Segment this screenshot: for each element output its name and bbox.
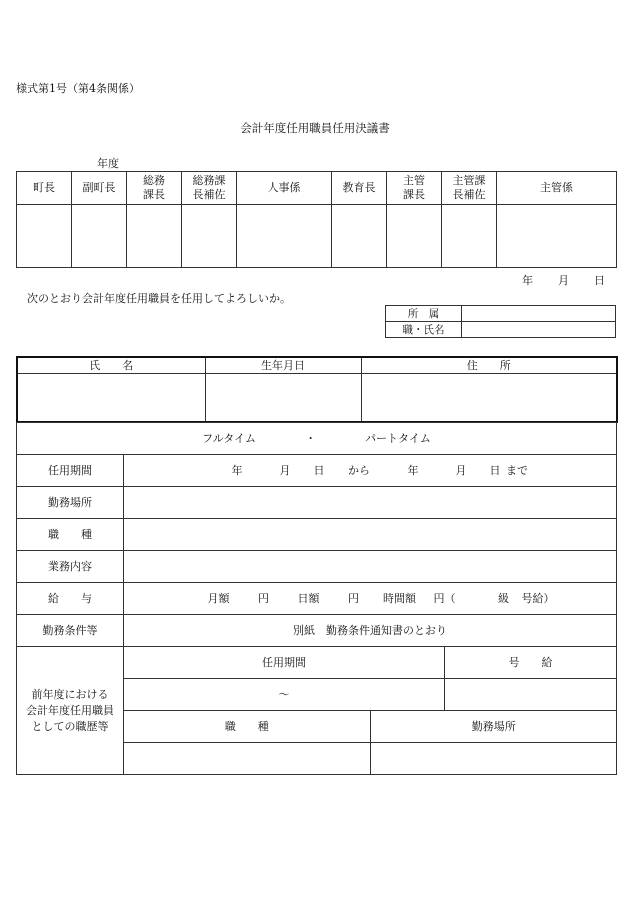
period-year2: 年: [407, 463, 419, 477]
stamp-box[interactable]: [387, 205, 442, 268]
department-label: 所 属: [386, 306, 462, 322]
approval-stamp-table: [16, 171, 617, 268]
date-line: [522, 272, 605, 288]
salary-step-label: 号給）: [521, 591, 555, 605]
name-field[interactable]: [17, 374, 205, 423]
salary-grade-label: 級: [498, 591, 509, 605]
salary-yen: 円: [348, 591, 359, 605]
period-label: 任用期間: [17, 455, 124, 487]
affiliation-table: [385, 305, 616, 338]
history-period-field[interactable]: [124, 679, 445, 711]
position-name-label: 職・氏名: [386, 322, 462, 338]
stamp-box[interactable]: [442, 205, 497, 268]
previous-history-label-line: としての職歴等: [31, 719, 109, 733]
period-month: 月: [279, 463, 291, 477]
salary-yen-open: 円（: [433, 591, 456, 605]
document-title: 会計年度任用職員任用決議書: [240, 121, 390, 135]
date-year: 年: [522, 274, 533, 287]
stamp-box[interactable]: [127, 205, 182, 268]
approval-header-mayor: 町長: [17, 172, 72, 205]
stamp-box[interactable]: [332, 205, 387, 268]
period-year: 年: [231, 463, 243, 477]
period-day: 日: [313, 463, 325, 477]
stamp-box[interactable]: [237, 205, 332, 268]
employment-type-full-time[interactable]: フルタイム: [202, 431, 257, 445]
duties-label: 業務内容: [17, 551, 124, 583]
conditions-label: 勤務条件等: [17, 615, 124, 647]
request-text: 次のとおり会計年度任用職員を任用してよろしいか。: [27, 292, 291, 305]
history-step-label: 号 給: [445, 647, 617, 679]
duties-field[interactable]: [124, 551, 617, 583]
fiscal-year-label: 年度: [97, 157, 119, 170]
period-field[interactable]: [124, 455, 617, 487]
previous-history-label: [17, 647, 124, 775]
form-number: 様式第1号（第4条関係）: [16, 82, 140, 95]
history-workplace-label: 勤務場所: [471, 719, 516, 733]
job-type-field[interactable]: [124, 519, 617, 551]
workplace-field[interactable]: [124, 487, 617, 519]
period-to: まで: [506, 463, 528, 477]
history-workplace-field[interactable]: [370, 743, 617, 774]
date-day: 日: [594, 274, 605, 287]
stamp-box[interactable]: [72, 205, 127, 268]
job-type-label: 職 種: [17, 519, 124, 551]
approval-header-deputy-mayor: 副町長: [72, 172, 127, 205]
history-subfield-table: [124, 743, 617, 774]
birthdate-field[interactable]: [205, 374, 361, 423]
birthdate-label: 生年月日: [205, 357, 361, 374]
previous-history-label-line: 会計年度任用職員: [26, 703, 114, 717]
salary-daily-label: 日額: [297, 591, 320, 605]
salary-field[interactable]: [124, 583, 617, 615]
previous-history-label-line: 前年度における: [31, 687, 109, 701]
name-label: 氏 名: [17, 357, 205, 374]
employment-type-row: [17, 423, 617, 455]
stamp-box[interactable]: [182, 205, 237, 268]
approval-header-dept-chief: 主管 課長: [387, 172, 442, 205]
address-field[interactable]: [361, 374, 617, 423]
conditions-value: 別紙 勤務条件通知書のとおり: [124, 615, 617, 647]
person-info-table: [16, 356, 618, 423]
approval-header-general-affairs-chief: 総務 課長: [127, 172, 182, 205]
approval-header-dept-assistant: 主管課 長補佐: [442, 172, 497, 205]
employment-type-separator: ・: [305, 431, 317, 445]
salary-label: 給 与: [17, 583, 124, 615]
workplace-label: 勤務場所: [17, 487, 124, 519]
period-month2: 月: [455, 463, 467, 477]
stamp-box[interactable]: [17, 205, 72, 268]
date-month: 月: [558, 274, 569, 287]
history-job-type-label: 職 種: [124, 711, 370, 742]
address-label: 住 所: [361, 357, 617, 374]
approval-header-education-chief: 教育長: [332, 172, 387, 205]
history-subheader-table: [124, 711, 617, 742]
approval-header-general-affairs-assistant: 総務課 長補佐: [182, 172, 237, 205]
salary-hourly-label: 時間額: [383, 591, 416, 605]
employment-details-table: [16, 422, 617, 775]
period-day2: 日: [489, 463, 501, 477]
salary-yen: 円: [258, 591, 269, 605]
history-period-label: 任用期間: [124, 647, 445, 679]
history-job-type-field[interactable]: [124, 743, 370, 774]
history-step-field[interactable]: [445, 679, 617, 711]
department-field[interactable]: [462, 306, 616, 322]
employment-type-part-time[interactable]: パートタイム: [365, 431, 431, 445]
history-subfield-cell: [124, 743, 617, 775]
salary-monthly-label: 月額: [207, 591, 230, 605]
stamp-box[interactable]: [497, 205, 617, 268]
history-subheader-cell: [124, 711, 617, 743]
approval-header-personnel: 人事係: [237, 172, 332, 205]
approval-header-dept-staff: 主管係: [497, 172, 617, 205]
position-name-field[interactable]: [462, 322, 616, 338]
period-from: から: [348, 463, 370, 477]
history-period-tilde: 〜: [278, 687, 290, 701]
